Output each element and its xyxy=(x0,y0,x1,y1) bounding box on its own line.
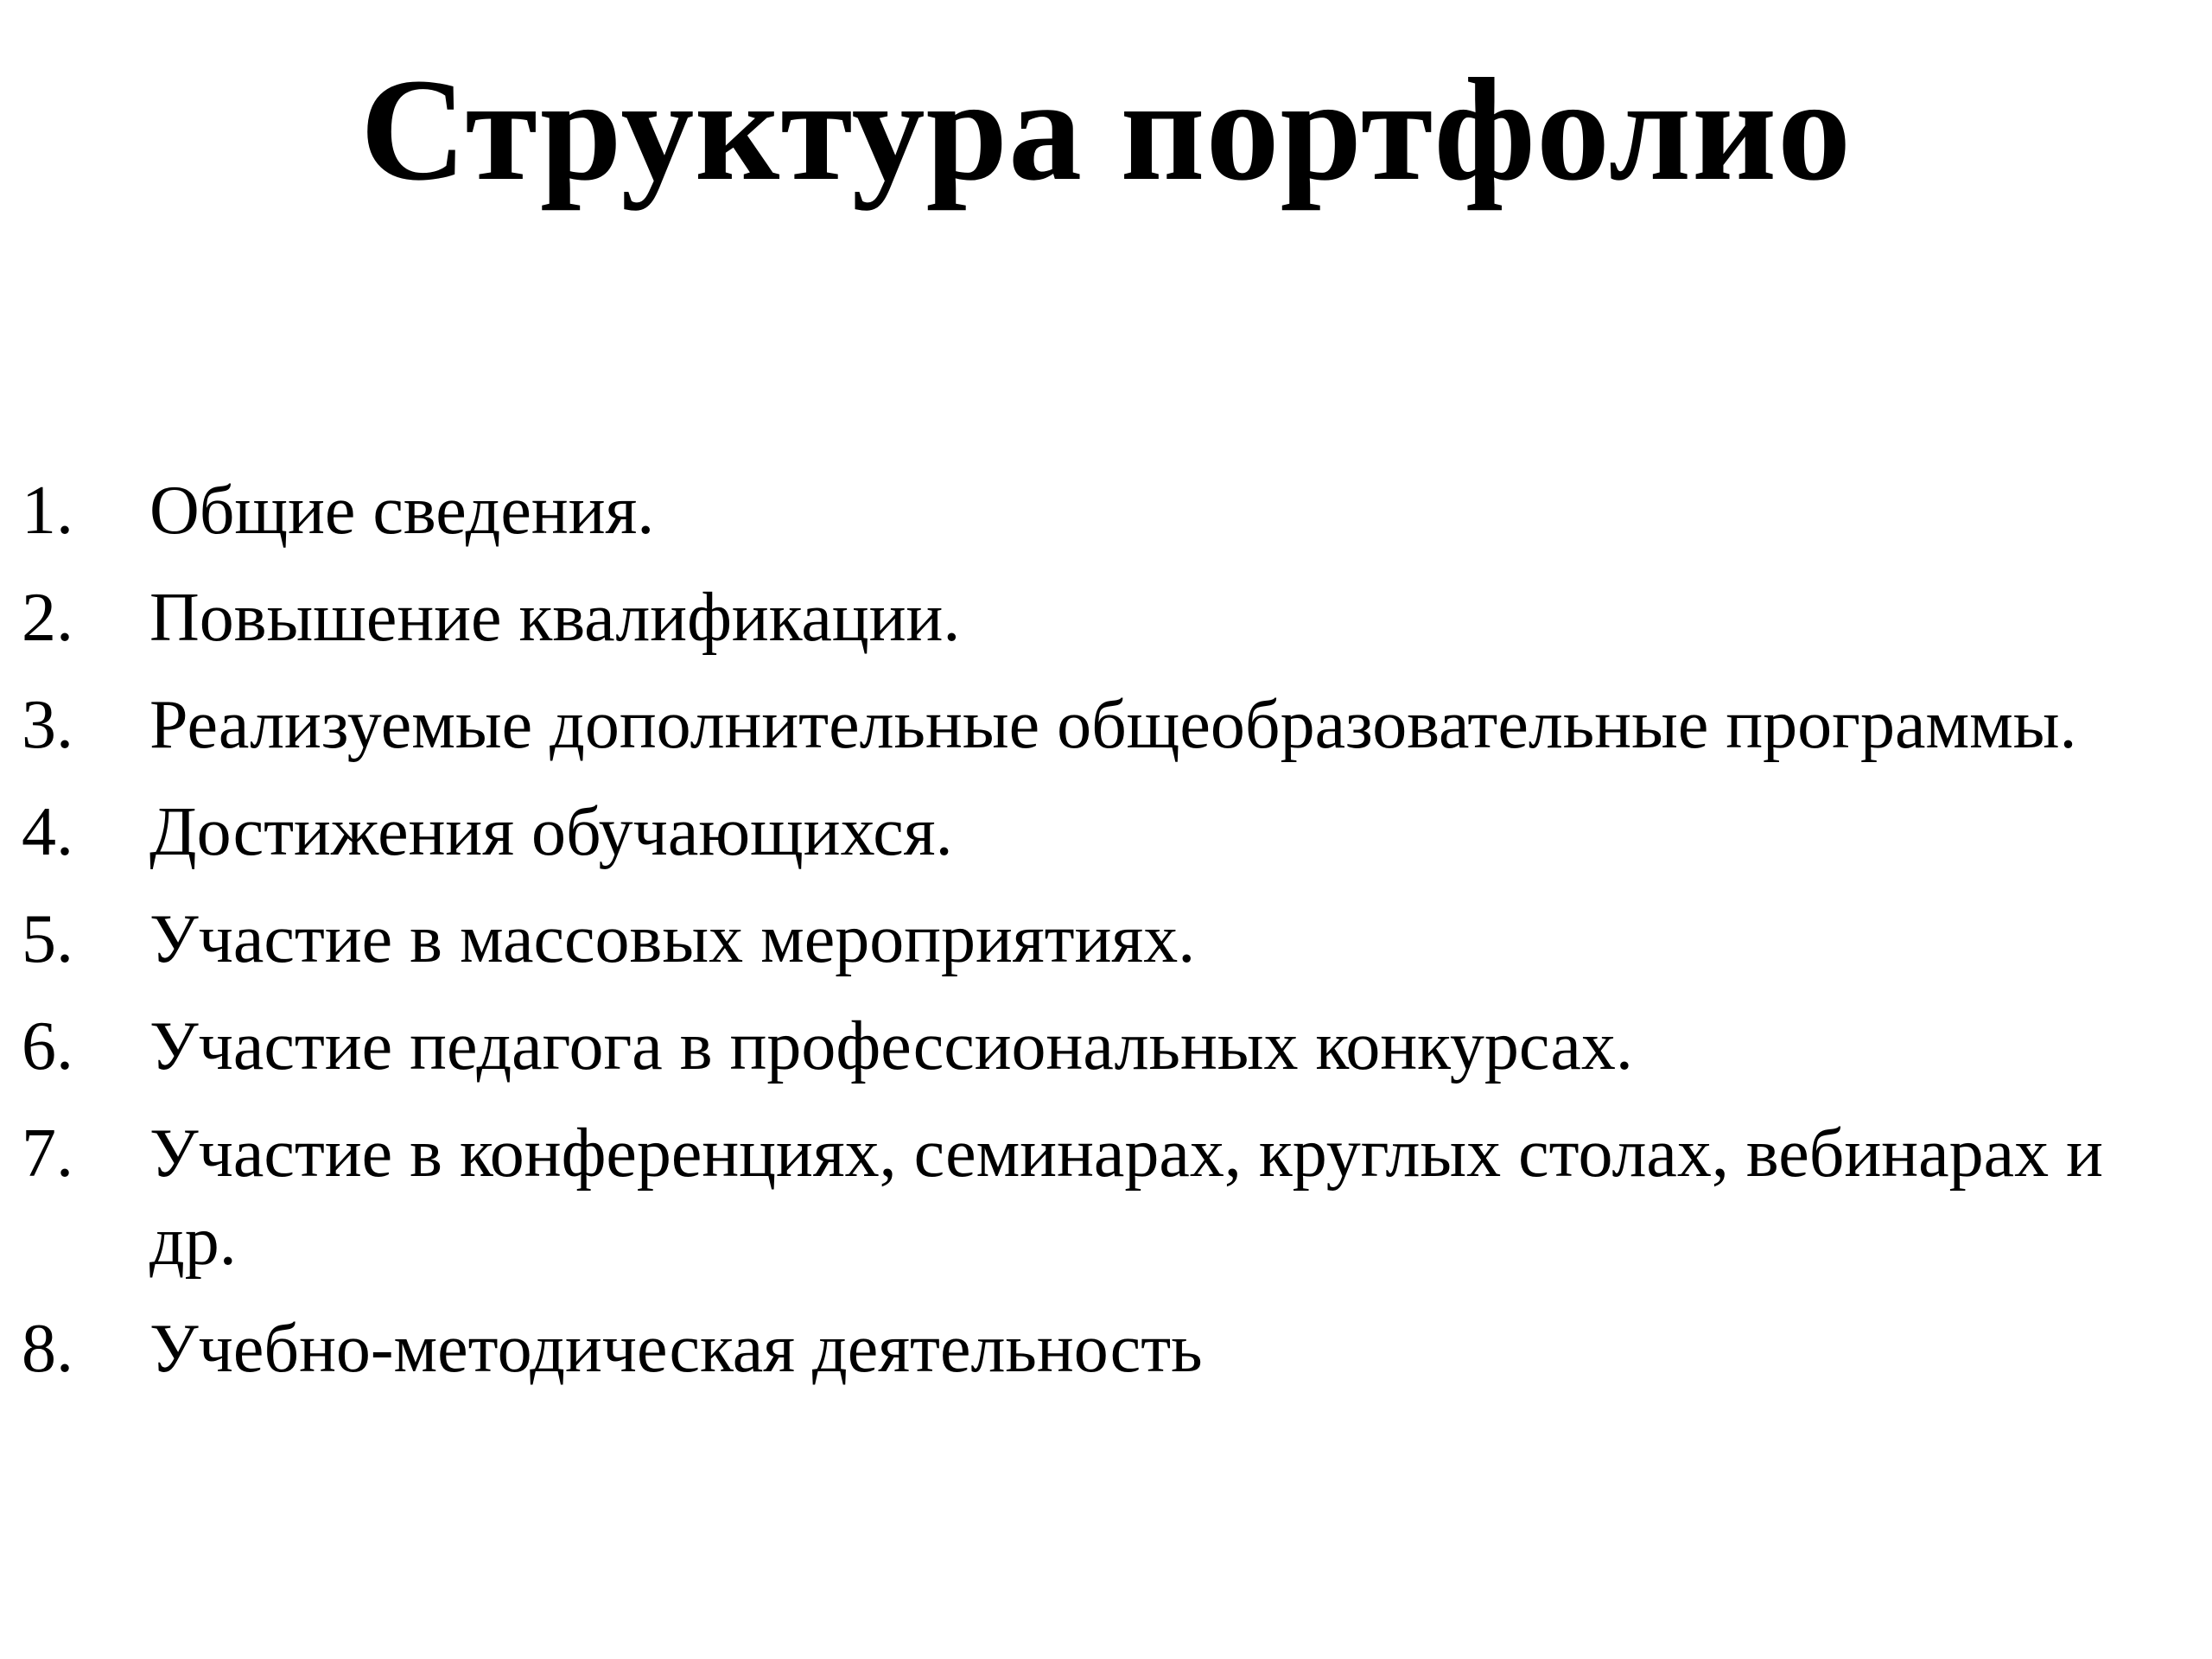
list-item-number: 2. xyxy=(22,580,73,656)
list-item-text: Участие педагога в профессиональных конкурсах. xyxy=(149,1008,1633,1084)
list-item-text: Общие сведения. xyxy=(149,473,655,549)
list-item xyxy=(22,1002,2199,1090)
list-item-number: 8. xyxy=(22,1311,73,1387)
list-item-number: 5. xyxy=(22,901,73,977)
list-item-text: Участие в массовых мероприятиях. xyxy=(149,901,1196,977)
slide-title: Структура портфолио xyxy=(359,48,1853,211)
list-item xyxy=(22,574,2199,662)
list-item xyxy=(22,788,2199,876)
list-item xyxy=(22,1109,2199,1286)
list-item-number: 4. xyxy=(22,794,73,870)
list-item-text: Повышение квалификации. xyxy=(149,580,961,656)
list-item-text: Учебно-методическая деятельность xyxy=(149,1311,1203,1387)
list-item xyxy=(22,467,2199,555)
list-item xyxy=(22,681,2199,769)
list-item-text: Реализуемые дополнительные общеобразовательные программы. xyxy=(149,687,2077,763)
list-item xyxy=(22,895,2199,983)
list-item-text: Достижения обучающихся. xyxy=(149,794,953,870)
list-item-number: 6. xyxy=(22,1008,73,1084)
list-item-text: Участие в конференциях, семинарах, круглых столах, вебинарах и др. xyxy=(149,1116,2103,1280)
list-item xyxy=(22,1305,2199,1393)
list-item-number: 3. xyxy=(22,687,73,763)
portfolio-structure-list xyxy=(22,467,2199,1412)
list-item-number: 1. xyxy=(22,473,73,549)
list-item-number: 7. xyxy=(22,1116,73,1192)
